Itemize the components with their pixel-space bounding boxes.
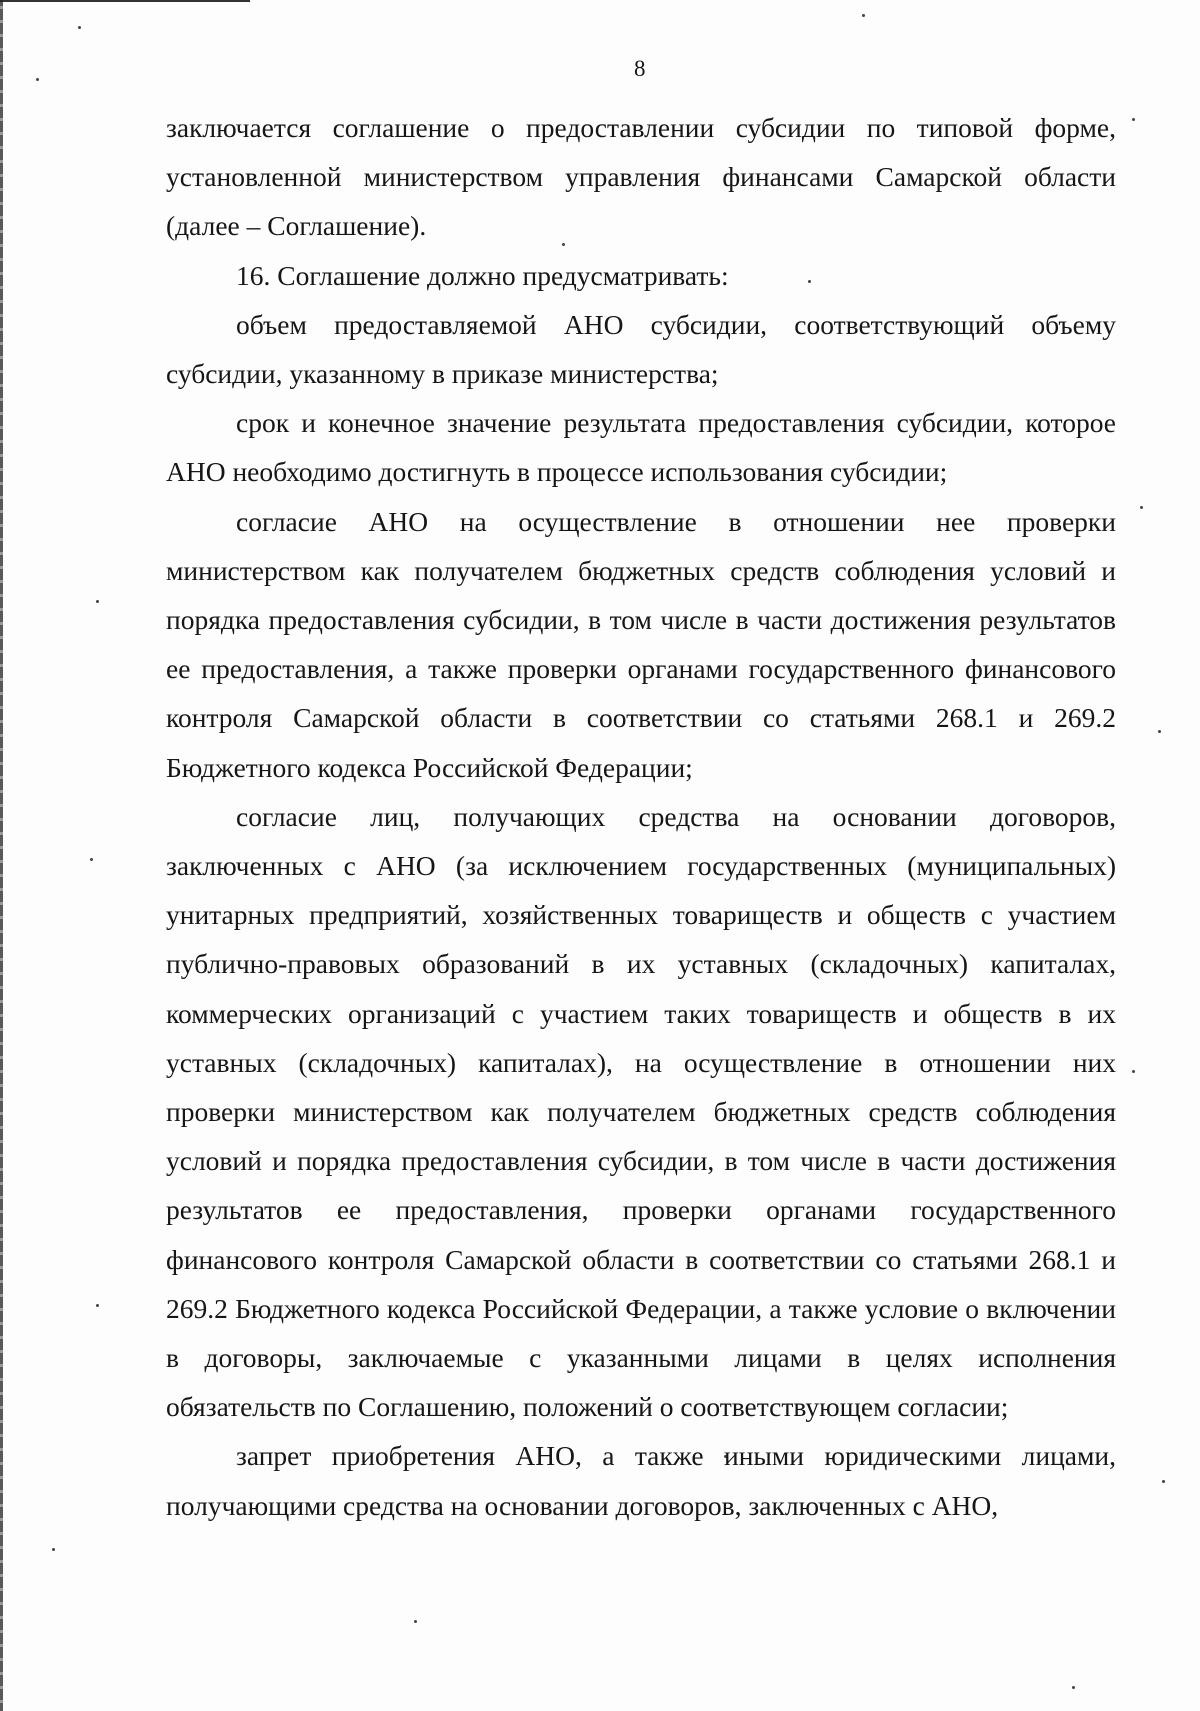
scan-speck	[96, 1304, 99, 1307]
scan-speck	[1132, 118, 1135, 121]
scan-edge-artifact	[0, 0, 3, 1711]
scan-speck	[1140, 506, 1143, 509]
scan-speck	[90, 858, 93, 861]
paragraph-contractors-consent: согласие лиц, получающих средства на основании договоров, заключенных с АНО (за исключением государственных (муниципальных) унитарных предприятий, хозяйственных товариществ и обществ с участием публично-правовых образований в их уставных (складочных) капиталах, коммерческих организаций с участием таких товариществ и обществ в их уставных (складочных) капиталах), на осуществление в отношении них проверки министерством как получателем бюджетных средств соблюдения условий и порядка предоставления субсидии, в том числе в части достижения результатов ее предоставления, проверки органами государственного финансового контроля Самарской области в соответствии со статьями 268.1 и 269.2 Бюджетного кодекса Российской Федерации, а также условие о включении в договоры, заключаемые с указанными лицами в целях исполнения обязательств по Соглашению, положений о соответствующем согласии;	[166, 800, 1116, 1423]
paragraph-subsidy-volume: объем предоставляемой АНО субсидии, соответствующий объему субсидии, указанному в приказе министерства;	[166, 308, 1116, 390]
scan-speck	[414, 1620, 417, 1623]
paragraph-agreement-conclusion: заключается соглашение о предоставлении субсидии по типовой форме, установленной министерством управления финансами Самарской области (далее – Соглашение).	[166, 112, 1116, 242]
scan-speck	[862, 14, 865, 17]
scan-speck	[96, 600, 99, 603]
scan-speck	[78, 26, 81, 29]
paragraph-result-deadline: срок и конечное значение результата предоставления субсидии, которое АНО необходимо достигнуть в процессе использования субсидии;	[166, 407, 1116, 488]
scan-speck	[1162, 1480, 1165, 1483]
paragraph-purchase-prohibition: запрет приобретения АНО, а также иными юридическими лицами, получающими средства на основании договоров, заключенных с АНО,	[166, 1440, 1116, 1521]
scan-edge-artifact	[0, 0, 250, 2]
document-body	[166, 103, 1116, 1530]
page-number: 8	[634, 56, 646, 81]
scan-speck	[52, 1548, 55, 1551]
paragraph-clause-16: 16. Соглашение должно предусматривать:	[236, 259, 729, 291]
scan-speck	[1072, 1686, 1075, 1689]
paragraph-ano-consent: согласие АНО на осуществление в отношении нее проверки министерством как получателем бюджетных средств соблюдения условий и порядка предоставления субсидии, в том числе в части достижения результатов ее предоставления, а также проверки органами государственного финансового контроля Самарской области в соответствии со статьями 268.1 и 269.2 Бюджетного кодекса Российской Федерации;	[166, 505, 1116, 783]
scan-speck	[1132, 1070, 1135, 1073]
scan-speck	[1158, 730, 1161, 733]
